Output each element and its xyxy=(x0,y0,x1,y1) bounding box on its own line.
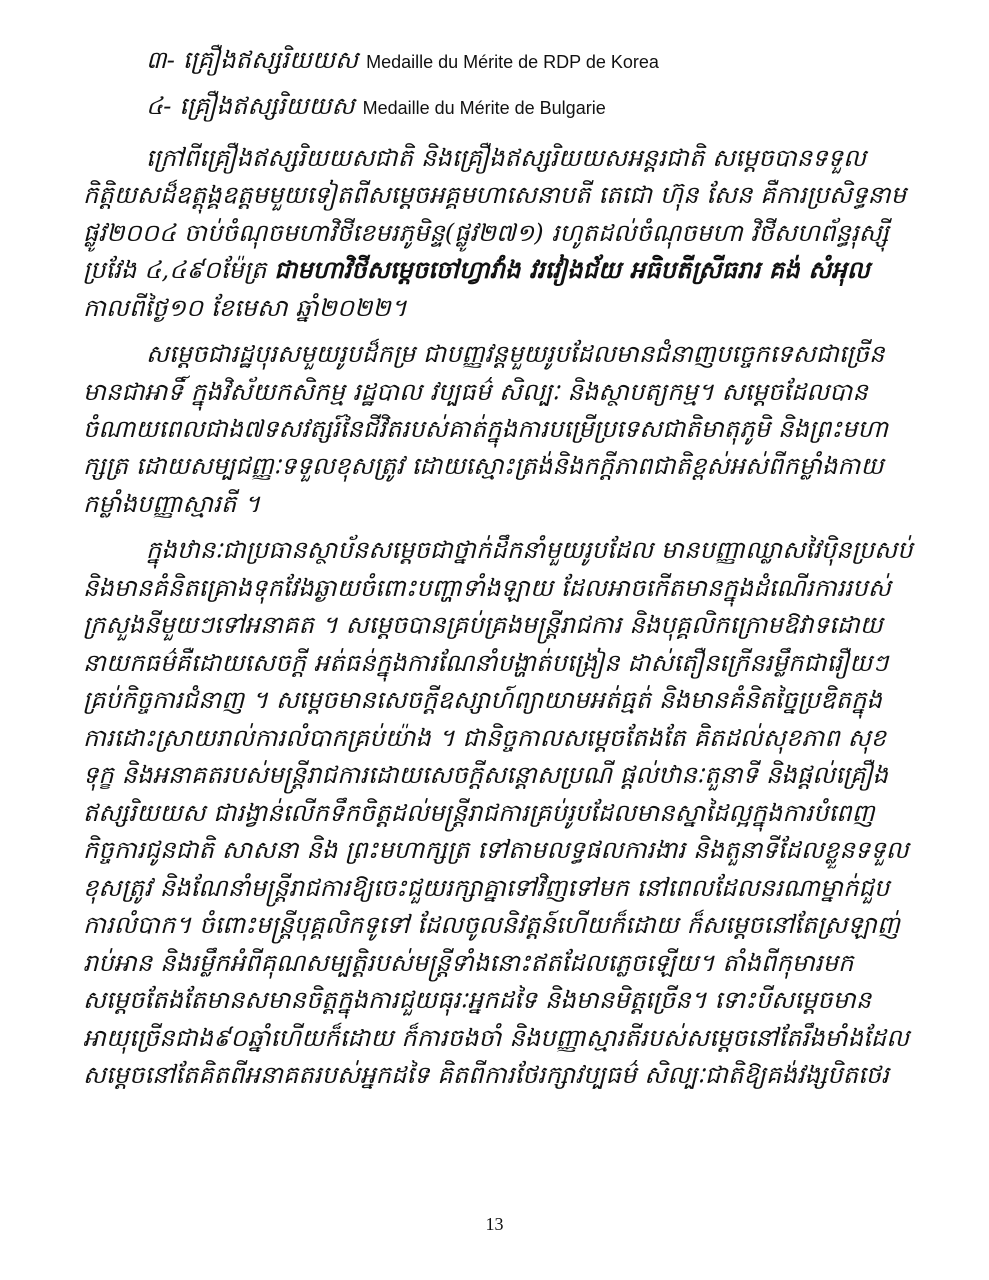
paragraph-line: កម្លាំងបញ្ញាស្មារតី ។ xyxy=(83,490,261,518)
paragraph-line: កិត្តិយសដ៏ឧត្ដុង្គឧត្ដមមួយទៀតពីសម្ដេចអគ្គមហាសេនាបតី តេជោ ហ៊ុន សែន គឺការប្រសិទ្ធនាម xyxy=(83,181,907,209)
paragraph-line: ខុសត្រូវ និងណែនាំមន្ត្រីរាជការឱ្យចេះជួយរក្សាគ្នាទៅវិញទៅមក នៅពេលដែលនរណាម្នាក់ជួប xyxy=(83,874,890,902)
paragraph-line: នាយកធម៌គឺដោយសេចក្ដី អត់ធន់ក្នុងការណែនាំបង្ហាត់បង្រៀន ដាស់តឿនក្រើនរម្លឹកជារឿយៗ xyxy=(83,649,889,677)
paragraph-line: សម្ដេចនៅតែគិតពីអនាគតរបស់អ្នកដទៃ គិតពីការថែរក្សាវប្បធម៌ សិល្បៈជាតិឱ្យគង់វង្សបិតថេរ xyxy=(83,1061,890,1089)
paragraph-line: ក្រសួងនីមួយៗទៅអនាគត ។ សម្ដេចបានគ្រប់គ្រងមន្ត្រីរាជការ និងបុគ្គលិកក្រោមឱវាទដោយ xyxy=(83,611,883,639)
paragraph-line: គ្រប់កិច្ចការជំនាញ ។ សម្ដេចមានសេចក្ដីឧស្សាហ៍ព្យាយាមអត់ធ្មត់ និងមានគំនិតច្នៃប្រឌិតក្នុង xyxy=(83,686,883,714)
paragraph-line: ការលំបាក។ ចំពោះមន្ត្រីបុគ្គលិកទូទៅ ដែលចូលនិវត្តន៍ហើយក៏ដោយ ក៏សម្ដេចនៅតែស្រឡាញ់ xyxy=(83,911,901,939)
paragraph-line: និងមានគំនិតគ្រោងទុកវែងឆ្ងាយចំពោះបញ្ហាទាំងឡាយ ដែលអាចកើតមានក្នុងដំណើរការរបស់ xyxy=(83,574,891,602)
paragraph-line: ឥស្សរិយយស ជារង្វាន់លើកទឹកចិត្តដល់មន្ត្រីរាជការគ្រប់រូបដែលមានស្នាដៃល្អក្នុងការបំពេញ xyxy=(83,799,875,827)
paragraph-line: មានជាអាទិ៍ ក្នុងវិស័យកសិកម្ម រដ្ឋបាល វប្បធម៌ សិល្បៈ និងស្ថាបត្យកម្ម។ សម្ដេចដែលបាន xyxy=(83,378,868,406)
length-text: ប្រវែង ៤,៤៩០ម៉ែត្រ xyxy=(83,256,267,284)
honor-item-3-latin: Medaille du Mérite de RDP de Korea xyxy=(366,52,659,72)
honor-item-4-latin: Medaille du Mérite de Bulgarie xyxy=(362,98,606,118)
honor-item-3 xyxy=(146,42,659,80)
paragraph-line: ចំណាយពេលជាង៧ទសវត្សរ៍នៃជីវិតរបស់គាត់ក្នុងការបម្រើប្រទេសជាតិមាតុភូមិ និងព្រះមហា xyxy=(83,415,889,443)
paragraph-line: សម្ដេចជារដ្ឋបុរសមួយរូបដ៏កម្រ ជាបញ្ញវន្តមួយរូបដែលមានជំនាញបច្ចេកទេសជាច្រើន xyxy=(146,340,885,368)
honor-item-4-khmer: ៤- គ្រឿងឥស្សរិយយស xyxy=(146,92,355,120)
paragraph-line: ក្នុងឋានៈជាប្រធានស្ថាប័នសម្ដេចជាថ្នាក់ដឹកនាំមួយរូបដែល មានបញ្ញាឈ្លាសវៃប៉ិនប្រសប់ xyxy=(146,536,913,564)
paragraph-line: កាលពីថ្ងៃ១០ ខែមេសា ឆ្នាំ២០២២។ xyxy=(83,294,407,322)
paragraph-line: កិច្ចការជូនជាតិ សាសនា និង ព្រះមហាក្សត្រ ទៅតាមលទ្ធផលការងារ និងតួនាទីដែលខ្លួនទទួល xyxy=(83,836,909,864)
paragraph-line: ក្សត្រ ដោយសម្បជញ្ញៈទទួលខុសត្រូវ ដោយស្មោះត្រង់និងកក្ដីភាពជាតិខ្ពស់អស់ពីកម្លាំងកាយ xyxy=(83,452,884,480)
paragraph-line: ការដោះស្រាយរាល់ការលំបាកគ្រប់យ៉ាង ។ ជានិច្ចកាលសម្ដេចតែងតែ គិតដល់សុខភាព សុខ xyxy=(83,724,887,752)
paragraph-line: អាយុច្រើនជាង៩០ឆ្នាំហើយក៏ដោយ ក៏ការចងចាំ និងបញ្ញាស្មារតីរបស់សម្ដេចនៅតែរឹងមាំងដែល xyxy=(83,1024,910,1052)
paragraph-line: ផ្លូវ២០០៤ ចាប់ចំណុចមហាវិថីខេមរភូមិន្ទ(ផ្លូវ២៧១) រហូតដល់ចំណុចមហា វិថីសហព័ន្ធរុស្ស៊ី xyxy=(83,219,889,247)
honor-item-3-khmer: ៣- គ្រឿងឥស្សរិយយស xyxy=(146,46,359,74)
boulevard-name: ជាមហាវិថីសម្ដេចចៅហ្វាវាំង វរវៀងជ័យ អធិបតីស្រីធរារ គង់ សំអុល xyxy=(274,255,870,284)
paragraph-line-with-bold-title xyxy=(83,252,870,288)
paragraph-line: សម្ដេចតែងតែមានសមានចិត្តក្នុងការជួយធុរៈអ្នកដទៃ និងមានមិត្តច្រើន។ ទោះបីសម្ដេចមាន xyxy=(83,986,872,1014)
paragraph-line: ទុក្ខ និងអនាគតរបស់មន្ត្រីរាជការដោយសេចក្ដីសន្ដោសប្រណី ផ្ដល់ឋានៈតួនាទី និងផ្ដល់គ្រឿង xyxy=(83,761,889,789)
page-number: 13 xyxy=(485,1214,504,1234)
paragraph-line: រាប់អាន និងរម្លឹកអំពីគុណសម្បត្តិរបស់មន្ត្រីទាំងនោះឥតដែលភ្លេចឡើយ។ តាំងពីកុមារមក xyxy=(83,949,854,977)
honor-item-4 xyxy=(146,88,606,126)
paragraph-line: ក្រៅពីគ្រឿងឥស្សរិយយសជាតិ និងគ្រឿងឥស្សរិយយសអន្តរជាតិ សម្ដេចបានទទួល xyxy=(146,144,867,172)
